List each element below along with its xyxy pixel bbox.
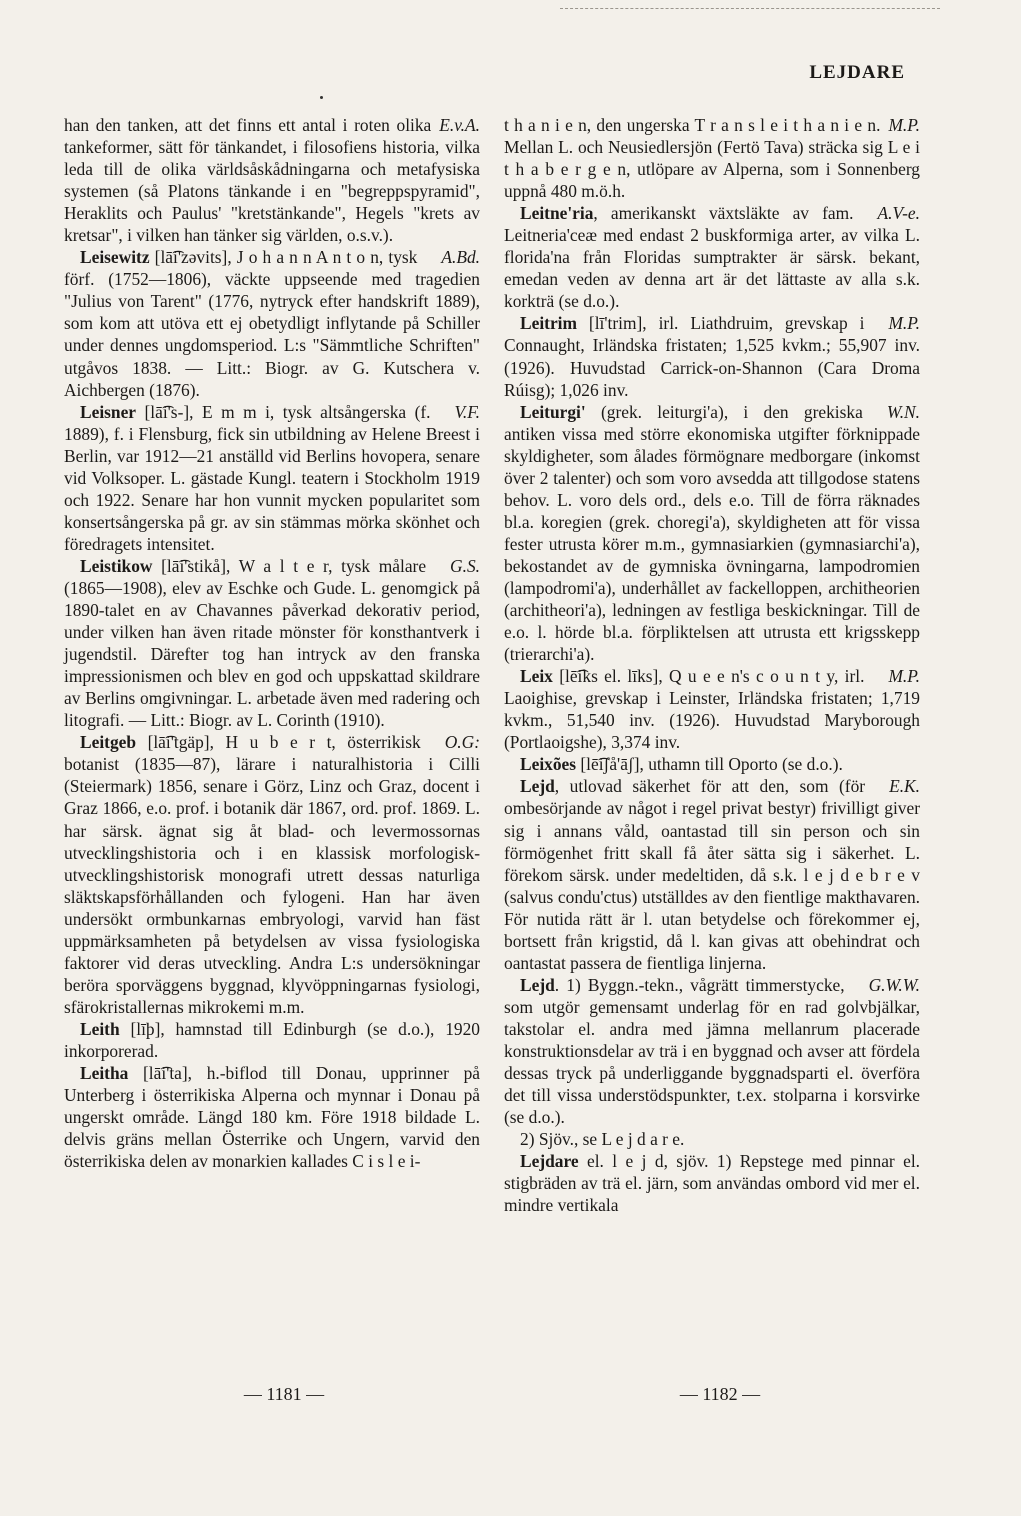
dictionary-entry xyxy=(64,1018,480,1062)
headword: Lejdare xyxy=(520,1151,579,1172)
headword: Leitne'ria xyxy=(520,203,594,224)
author-signature: M.P. xyxy=(888,666,920,687)
dictionary-entry xyxy=(64,731,480,1018)
print-speck xyxy=(320,96,323,99)
entry-text: [lī'trim], irl. Liathdruim, grevskap i Connaught, Irländska fristaten; 1,525 kvkm.; 55,907 inv. (1926). Huvudstad Carrick-on-Shannon (Cara Droma Rúisg); 1,026 inv. xyxy=(504,313,920,400)
entry-text: 2) Sjöv., se L e j d a r e. xyxy=(520,1129,685,1150)
entry-text: [lā͡i'zəvits], J o h a n n A n t o n, tysk förf. (1752—1806), väckte uppseende med tragedien "Julius von Tarent" (1776, nytryck efter handskrift 1889), som kom att utöva ett ej obetydligt inflytande på Schiller under dennes ungdomsperiod. L:s "Sämmtliche Schriften" utgåvos 1838. — Litt.: Biogr. av G. Kutschera v. Aichbergen (1876). xyxy=(64,247,480,400)
entry-text: [lā͡i'tgäp], H u b e r t, österrikisk botanist (1835—87), lärare i naturalhistoria i Cilli (Steiermark) 1856, senare i Görz, Linz och Graz, docent i Graz 1866, e.o. prof. i botanik där 1867, ord. prof. 1869. L. har särsk. ägnat sig åt blad- och levermossornas utvecklingshistoria och i en klassisk morfologisk-utvecklingshistorisk monografi utrett dessas naturliga släktskapsförhållanden och fylogeni. Han har även undersökt ormbunkarnas embryologi, varvid han fäst uppmärksamheten på betydelsen av vissa fysiologiska faktorer vid deras utveckling. Andra L:s undersökningar beröra sporväggens byggnad, klyvöppningarnas fysiologi, sfärokristallernas mikrokemi m.m. xyxy=(64,732,480,1017)
headword: Leixões xyxy=(520,754,577,775)
dictionary-entry xyxy=(504,753,920,775)
author-signature: G.W.W. xyxy=(868,974,920,995)
author-signature: E.v.A. xyxy=(439,115,480,135)
entry-text: [līþ], hamnstad till Edinburgh (se d.o.), 1920 inkorporerad. xyxy=(64,1018,480,1061)
author-signature: M.P. xyxy=(888,115,920,135)
dictionary-entry xyxy=(64,1062,480,1172)
dictionary-entry xyxy=(64,401,480,555)
top-rule xyxy=(560,8,940,10)
text-paragraph xyxy=(504,1128,920,1150)
dictionary-entry xyxy=(64,555,480,731)
text-paragraph xyxy=(64,114,480,246)
headword: Lejd xyxy=(520,974,555,995)
headword: Leix xyxy=(520,666,553,687)
headword: Leitgeb xyxy=(80,732,137,753)
headword: Leiturgi' xyxy=(520,401,586,422)
headword: Leith xyxy=(80,1018,120,1039)
entry-text: [lē͡iks el. līks], Q u e e n's c o u n t y, irl. Laoighise, grevskap i Leinster, Irländska fristaten; 1,719 kvkm., 51,540 inv. (1926). Huvudstad Maryborough (Portlaoigshe), 3,374 inv. xyxy=(504,666,920,753)
author-signature: A.V-e. xyxy=(877,203,920,224)
dictionary-entry xyxy=(504,202,920,312)
text-paragraph xyxy=(504,114,920,202)
headword: Lejd xyxy=(520,776,555,797)
headword: Leitha xyxy=(80,1063,129,1084)
headword: Leisewitz xyxy=(80,247,150,268)
author-signature: O.G: xyxy=(444,732,480,753)
dictionary-entry xyxy=(504,312,920,400)
entry-text: t h a n i e n, den ungerska T r a n s l e i t h a n i e n. Mellan L. och Neusiedlersjön (Fertö Tava) sträcka sig L e i t h a b e r g e n, utlöpare av Alperna, som i Sonnenberg uppnå 480 m.ö.h. xyxy=(504,115,920,202)
entry-text: (grek. leiturgi'a), i den grekiska antiken vissa med större ekonomiska utgifter förknippade skyldigheter, som ålades förmögnare medborgare (inkomst över 2 talenter) och som voro avsedda att tillgodose statens behov. L. voro dels ord., dels e.o. Till de förra räknades bl.a. koregien (grek. choregi'a), skyldigheten att för vissa fester utrusta körer m.m., gymnasiarkien (gymnasiarchi'a), bekostandet av de gymniska övningarna, lampodromien (lampodromi'a), underhållet av fackelloppen, architheorien (architheori'a), ledningen av festliga beskickningar. Till de e.o. l. hörde bl.a. förpliktelsen att utrusta ett krigsskepp (trierarchi'a). xyxy=(504,401,920,665)
headword: Leisner xyxy=(80,401,137,422)
entry-text: el. l e j d, sjöv. 1) Repstege med pinnar el. stigbräden av trä el. järn, som användas ombord vid mer el. mindre vertikala xyxy=(504,1151,920,1216)
dictionary-entry xyxy=(64,246,480,400)
right-column xyxy=(504,114,920,1216)
entry-text: , amerikanskt växtsläkte av fam. Leitneria'ceæ med endast 2 buskformiga arter, av vilka L. florida'na från Floridas sumptrakter är särsk. bekant, emedan veden av denna art är det lättaste av alla s.k. korkträ (se d.o.). xyxy=(504,203,920,312)
dictionary-entry xyxy=(504,974,920,1128)
entry-text: [lā͡i'stikå], W a l t e r, tysk målare (1865—1908), elev av Eschke och Gude. L. genomgick på 1890-talet en av Chavannes påverkad dekorativ period, under vilken han även ritade mönster för konsthantverk i jugendstil. Därefter tog han intryck av den franska impressionismen och blev en god och uppskattad skildrare av Berlins omgivningar. L. arbetade även med radering och litografi. — Litt.: Biogr. av L. Corinth (1910). xyxy=(64,555,480,731)
author-signature: V.F. xyxy=(454,401,480,422)
entry-text: han den tanken, att det finns ett antal i roten olika tankeformer, sätt för tänkandet, i filosofiens historia, vilka leda till de olika världsåskådningarna och metafysiska systemen (så Platons tänkande i en "begreppspyramid", Heraklits och Paulus' "kretstänkande", Hegels "krets av kretsar", i vilken han tänker sig världen, o.s.v.). xyxy=(64,115,480,246)
author-signature: W.N. xyxy=(886,401,920,422)
author-signature: E.K. xyxy=(889,776,920,797)
headword: Leistikow xyxy=(80,555,153,576)
page-number-left: — 1181 — xyxy=(243,1384,325,1404)
author-signature: G.S. xyxy=(450,555,480,576)
dictionary-entry xyxy=(504,665,920,753)
entry-text: . 1) Byggn.-tekn., vågrätt timmerstycke, som utgör gemensamt underlag för en rad golvbjälkar, takstolar el. andra med jämna mellanrum placerade konstruktionsdelar av trä i en byggnad och avser att fördela dessas tryck på underliggande byggnadsparti el. överföra det till vissa understödspunkter, t.ex. stolparna i korsvirke (se d.o.). xyxy=(504,974,920,1128)
author-signature: A.Bd. xyxy=(441,247,480,268)
entry-text: [lā͡i's-], E m m i, tysk altsångerska (f. 1889), f. i Flensburg, fick sin utbildning av Helene Breest i Berlin, var 1912—21 anställd vid Berlins hovopera, senare vid Volksoper. L. gästade Kungl. teatern i Stockholm 1919 och 1922. Senare har hon vunnit mycken popularitet som konsertsångerska på gr. av sin stämmas mörka skönhet och föredragets intensitet. xyxy=(64,401,480,554)
left-column xyxy=(64,114,480,1172)
entry-text: , utlovad säkerhet för att den, som (för ombesörjande av något i regel privat bestyr) frivilligt giver sig i annans våld, oantastad till sin person och sin förmögenhet fritt skall få åter sätta sig i säkerhet. L. förekom särsk. under medeltiden, då s.k. l e j d e b r e v (salvus condu'ctus) utställdes av den fientlige makthavaren. För nutida rätt är l. utan betydelse och förekommer ej, bortsett från krigstid, då l. kan givas att obehindrat och oantastat passera de fientliga linjerna. xyxy=(504,776,920,973)
entry-text: [lē͡iʃå'āʃ], uthamn till Oporto (se d.o.). xyxy=(576,754,843,775)
running-header: LEJDARE xyxy=(809,62,905,83)
page-number-right: — 1182 — xyxy=(679,1384,761,1404)
headword: Leitrim xyxy=(520,313,577,334)
dictionary-entry xyxy=(504,401,920,666)
author-signature: M.P. xyxy=(888,313,920,334)
entry-text: [lā͡i'ta], h.-biflod till Donau, upprinner på Unterberg i österrikiska Alperna och mynnar i Donau på ungerskt område. Längd 180 km. Före 1918 bildade L. delvis gräns mellan Österrike och Ungern, varvid den österrikiska delen av monarkien kallades C i s l e i- xyxy=(64,1063,480,1172)
dictionary-entry xyxy=(504,1150,920,1216)
dictionary-entry xyxy=(504,775,920,973)
